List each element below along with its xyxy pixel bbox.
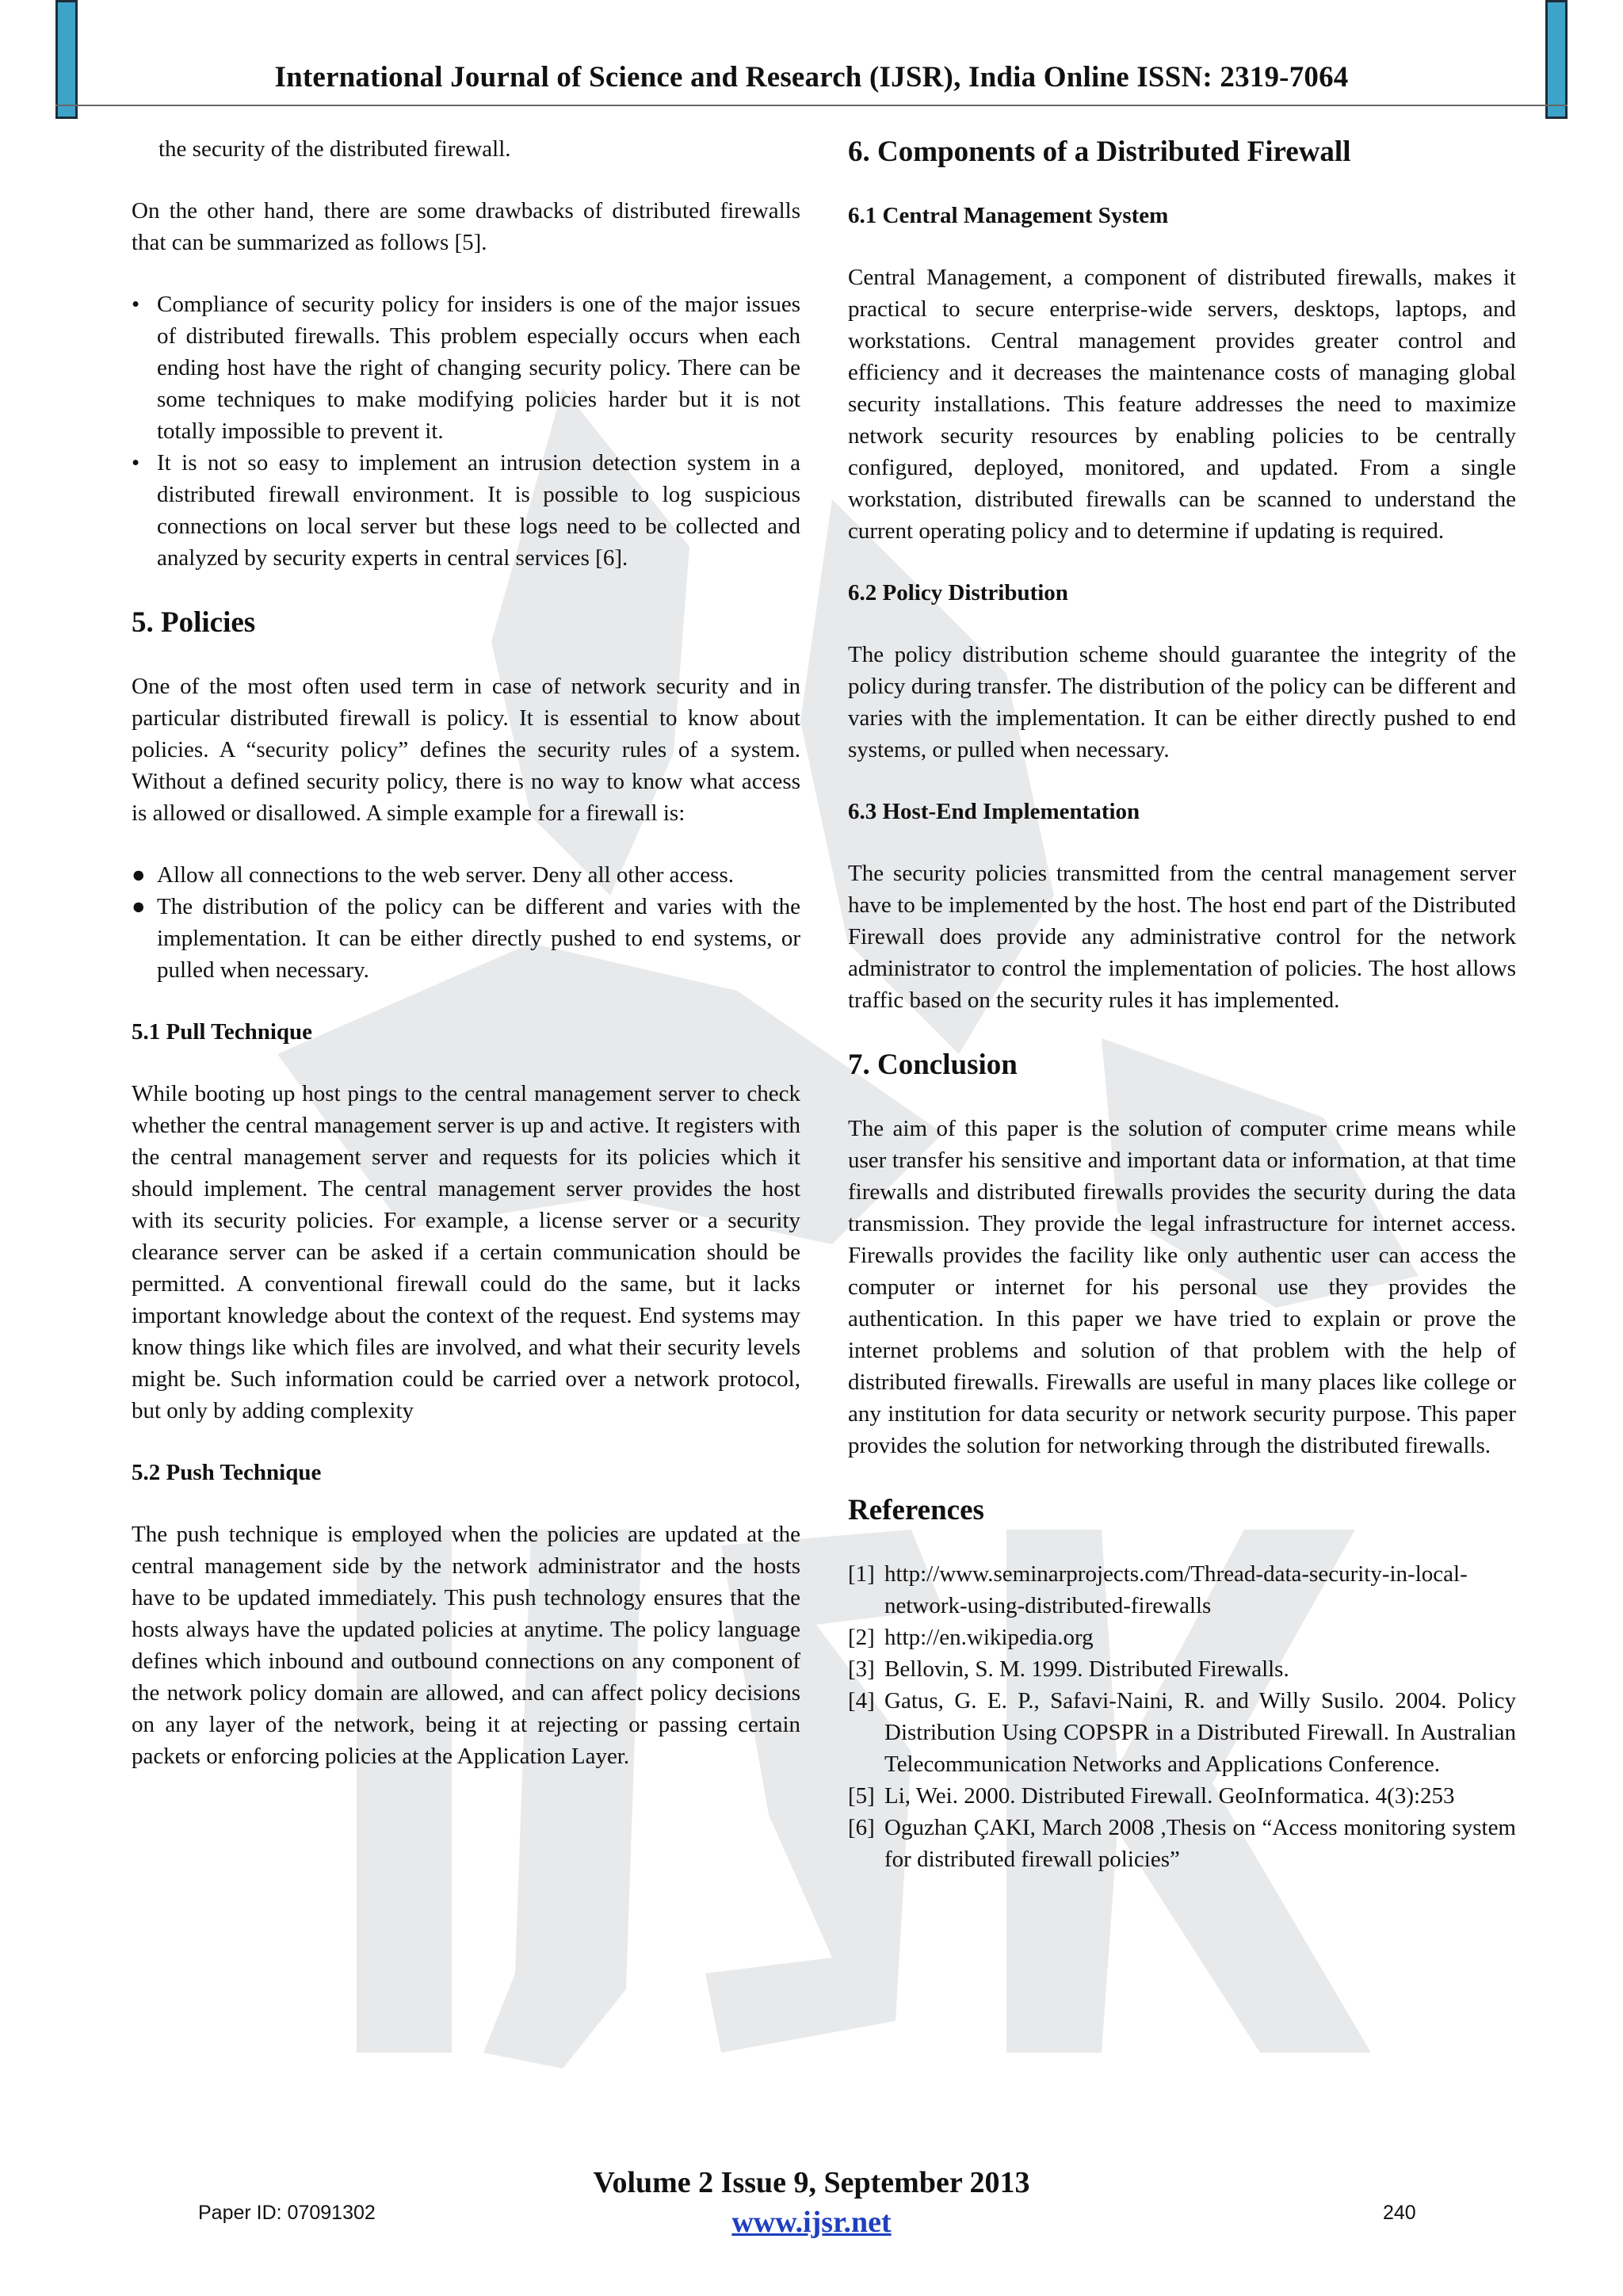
conclusion-paragraph: The aim of this paper is the solution of computer crime means while user transfer his sensitive and important data or information, at that time firewalls and distributed firewalls provides the security during the data transmission. They provide the legal infrastructure for internet access. Firewalls provides the facility like only authentic user can access the computer or internet for his personal use they provides the authentication. In this paper we have tried to explain or prove the internet problems and solution of that problem with the help of distributed firewalls. Firewalls are useful in many places like college or any institution for data security or network security purpose. This paper provides the solution for networking through the distributed firewalls. bbox=[848, 1116, 1516, 1458]
section-heading-components: 6. Components of a Distributed Firewall bbox=[848, 136, 1351, 168]
bullet-mark: • bbox=[132, 292, 140, 317]
pull-technique-paragraph: While booting up host pings to the central management server to check whether the central management server is up and active. It registers with the central management server and requests for its policies which it should implement. The central management server provides the host with its security policies. For example, a license server or a security clearance server can be asked if a certain communication should be permitted. A conventional firewall could do the same, but it lacks important knowledge about the context of the request. End systems may know things like which files are involved, and what their security levels might be. Such information could be carried over a network protocol, but only by adding complexity bbox=[132, 1081, 800, 1423]
bullet-mark: • bbox=[132, 450, 140, 476]
header-divider bbox=[55, 105, 1568, 106]
subsection-heading-central-management: 6.1 Central Management System bbox=[848, 203, 1169, 228]
reference-item bbox=[848, 1653, 1516, 1685]
reference-text: Oguzhan ÇAKI, March 2008 ,Thesis on “Access monitoring system for distributed firewall policies” bbox=[884, 1815, 1516, 1872]
section-heading-policies: 5. Policies bbox=[132, 606, 256, 639]
website-link[interactable]: www.ijsr.net bbox=[731, 2206, 892, 2239]
continuation-text: the security of the distributed firewall. bbox=[158, 136, 511, 162]
reference-number: [5] bbox=[848, 1783, 875, 1809]
reference-number: [2] bbox=[848, 1625, 875, 1650]
policies-paragraph: One of the most often used term in case of network security and in particular distributed firewall is policy. It is essential to know about policies. A “security policy” defines the security rules of a system. Without a defined security policy, there is no way to know what access is allowed or disallowed. A simple example for a firewall is: bbox=[132, 674, 800, 826]
left-column bbox=[132, 133, 800, 1802]
reference-number: [6] bbox=[848, 1815, 875, 1840]
bullet-mark: ● bbox=[132, 894, 146, 919]
list-item bbox=[132, 447, 800, 574]
reference-number: [1] bbox=[848, 1561, 875, 1587]
reference-number: [3] bbox=[848, 1656, 875, 1682]
push-technique-paragraph: The push technique is employed when the policies are updated at the central management side by the network administrator and the hosts have to be updated immediately. This push technology ensures that the hosts always have the updated policies at anytime. The policy language defines which inbound and outbound connections on any component of the network policy domain are allowed, and can affect policy decisions on any layer of the network, being it at rejecting or passing certain packets or enforcing policies at the Application Layer. bbox=[132, 1522, 800, 1769]
reference-text: http://en.wikipedia.org bbox=[884, 1625, 1094, 1650]
left-header-bar bbox=[55, 0, 78, 119]
policy-distribution-paragraph: The policy distribution scheme should guarantee the integrity of the policy during transfer. The distribution of the policy can be different and varies with the implementation. It can be either directly pushed to end systems, or pulled when necessary. bbox=[848, 642, 1516, 762]
list-item-text: The distribution of the policy can be different and varies with the implementation. It can be either directly pushed to end systems, or pulled when necessary. bbox=[157, 894, 800, 983]
references-list bbox=[848, 1558, 1516, 1875]
reference-text: Li, Wei. 2000. Distributed Firewall. GeoInformatica. 4(3):253 bbox=[884, 1783, 1455, 1809]
right-header-bar bbox=[1545, 0, 1568, 119]
list-item bbox=[132, 859, 800, 891]
reference-item bbox=[848, 1812, 1516, 1875]
reference-text: Bellovin, S. M. 1999. Distributed Firewalls. bbox=[884, 1656, 1289, 1682]
reference-number: [4] bbox=[848, 1688, 875, 1713]
footer-volume: Volume 2 Issue 9, September 2013 bbox=[593, 2166, 1030, 2199]
central-management-paragraph: Central Management, a component of distributed firewalls, makes it practical to secure enterprise-wide servers, desktops, laptops, and workstations. Central management provides greater control and efficiency and it decreases the maintenance costs of managing global security installations. This feature addresses the need to maximize network security resources by enabling policies to be centrally configured, deployed, monitored, and updated. From a single workstation, distributed firewalls can be scanned to understand the current operating policy and to determine if updating is required. bbox=[848, 265, 1516, 544]
list-item bbox=[132, 288, 800, 447]
section-heading-conclusion: 7. Conclusion bbox=[848, 1049, 1018, 1081]
reference-item bbox=[848, 1685, 1516, 1780]
paper-id: Paper ID: 07091302 bbox=[198, 2202, 376, 2224]
reference-item bbox=[848, 1558, 1516, 1622]
list-item-text: Allow all connections to the web server. Deny all other access. bbox=[157, 862, 734, 888]
policy-examples-list bbox=[132, 859, 800, 986]
page-number: 240 bbox=[1383, 2202, 1416, 2224]
drawbacks-intro: On the other hand, there are some drawbacks of distributed firewalls that can be summarized as follows [5]. bbox=[132, 198, 800, 255]
reference-item bbox=[848, 1622, 1516, 1653]
subsection-heading-host-end: 6.3 Host-End Implementation bbox=[848, 799, 1140, 824]
journal-header-title: International Journal of Science and Research (IJSR), India Online ISSN: 2319-7064 bbox=[274, 61, 1349, 94]
subsection-heading-policy-distribution: 6.2 Policy Distribution bbox=[848, 580, 1068, 606]
reference-text: Gatus, G. E. P., Safavi-Naini, R. and Willy Susilo. 2004. Policy Distribution Using COPSPR in a Distributed Firewall. In Australian Telecommunication Networks and Applications Conference. bbox=[884, 1688, 1516, 1777]
reference-item bbox=[848, 1780, 1516, 1812]
bullet-mark: ● bbox=[132, 862, 146, 888]
section-heading-references: References bbox=[848, 1494, 984, 1526]
subsection-heading-pull: 5.1 Pull Technique bbox=[132, 1019, 313, 1045]
subsection-heading-push: 5.2 Push Technique bbox=[132, 1460, 322, 1485]
list-item bbox=[132, 891, 800, 986]
list-item-text: Compliance of security policy for insiders is one of the major issues of distributed firewalls. This problem especially occurs when each ending host have the right of changing security policy. There can be some techniques to make modifying policies harder but it is not totally impossible to prevent it. bbox=[157, 292, 800, 444]
list-item-text: It is not so easy to implement an intrusion detection system in a distributed firewall environment. It is possible to log suspicious connections on local server but these logs need to be collected and analyzed by security experts in central services [6]. bbox=[157, 450, 800, 571]
reference-text: http://www.seminarprojects.com/Thread-data-security-in-local-network-using-distributed-firewalls bbox=[884, 1561, 1468, 1618]
right-column bbox=[848, 133, 1516, 1875]
drawbacks-list bbox=[132, 288, 800, 574]
host-end-paragraph: The security policies transmitted from the central management server have to be implemented by the host. The host end part of the Distributed Firewall does provide any administrative control for the network administrator to control the implementation of policies. The host allows traffic based on the security rules it has implemented. bbox=[848, 861, 1516, 1013]
